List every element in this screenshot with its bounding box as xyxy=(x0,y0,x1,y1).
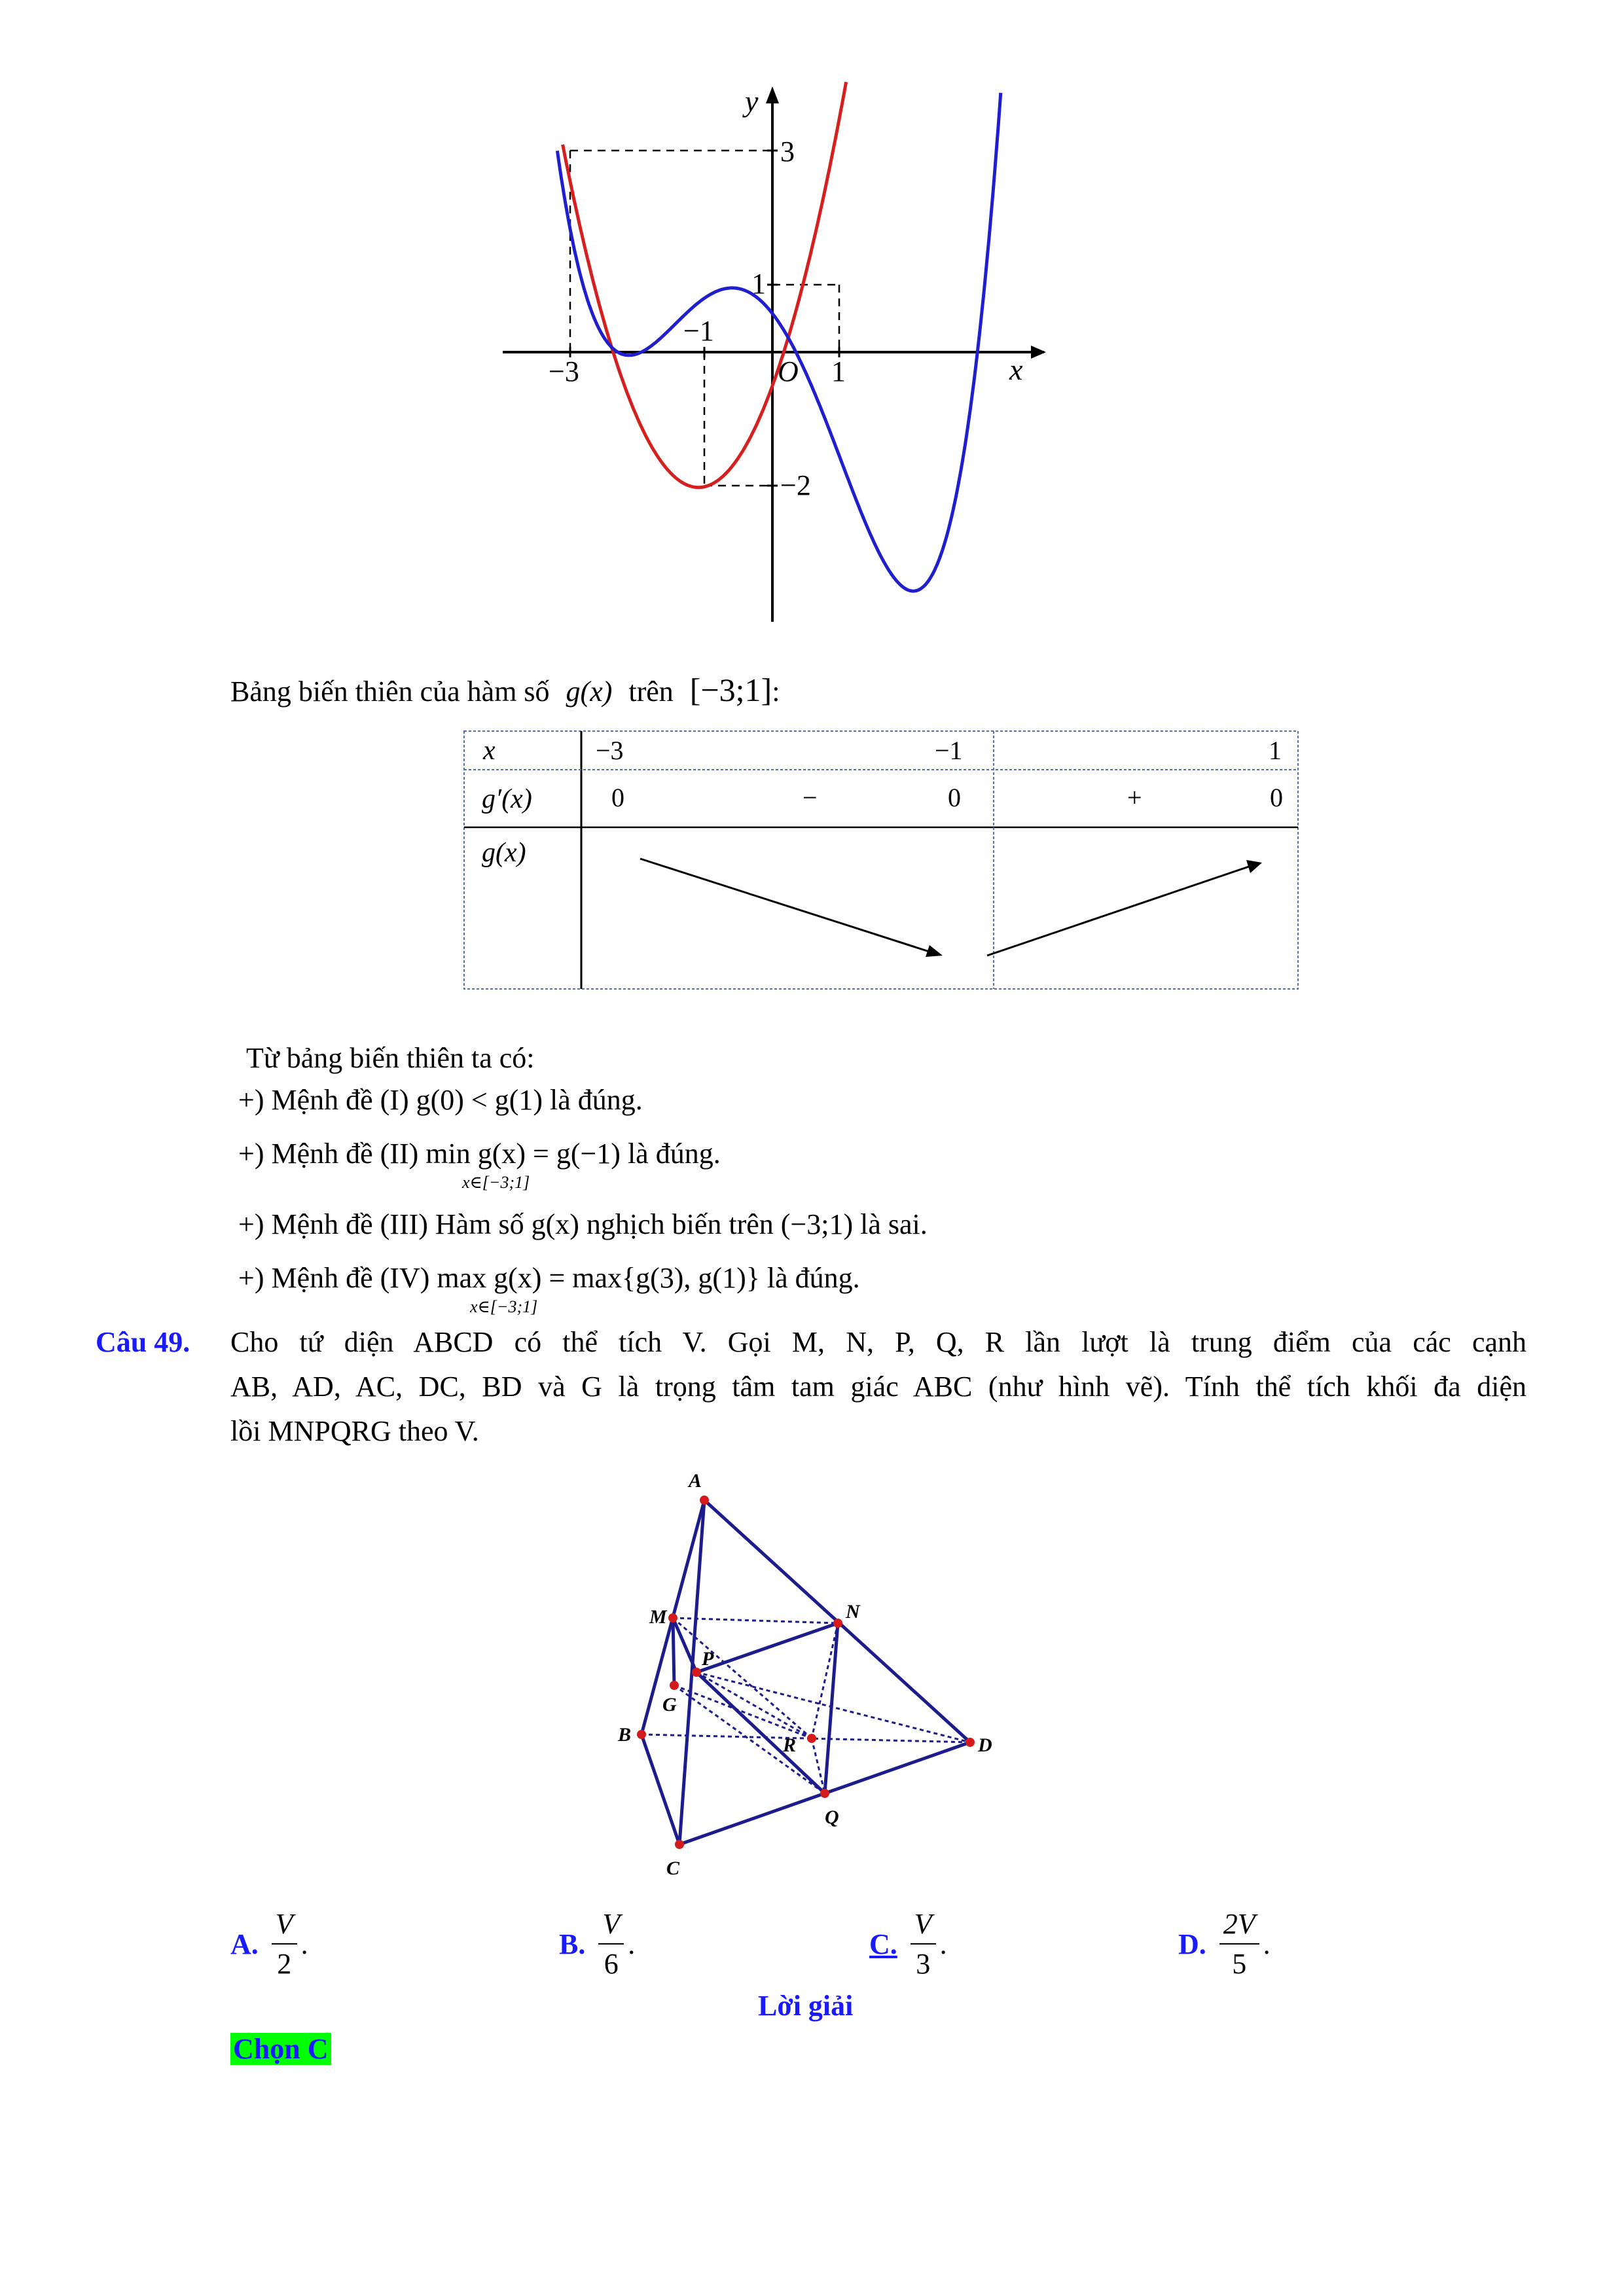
answer-a-fraction xyxy=(272,1907,297,1981)
x-axis-arrow-icon xyxy=(1031,346,1046,359)
conclusion-item-4: +) Mệnh đề (IV) max g(x) = max{g(3), g(1)} là đúng. xyxy=(238,1262,860,1294)
solution-title: Lời giải xyxy=(758,1990,854,2022)
answer-d-den: 5 xyxy=(1232,1948,1247,1980)
point-label-G: G xyxy=(662,1694,677,1715)
solid-edges xyxy=(641,1500,970,1844)
chosen-answer-badge: Chọn C xyxy=(230,2033,331,2065)
table-deriv-zero-1: 0 xyxy=(611,783,624,812)
table-deriv-label: g′(x) xyxy=(482,784,532,814)
table-title xyxy=(230,669,780,711)
answer-a-num: V xyxy=(272,1907,297,1945)
answer-c-num: V xyxy=(911,1907,936,1945)
answer-option-c[interactable] xyxy=(869,1898,947,1990)
table-deriv-minus: − xyxy=(803,783,818,812)
conclusion-item-4-subscript: x∈[−3;1] xyxy=(470,1297,538,1316)
increasing-arrow-icon xyxy=(987,865,1253,956)
answer-c-label: C. xyxy=(869,1928,897,1960)
table-x-value-neg3: −3 xyxy=(596,736,624,765)
answer-a-label: A. xyxy=(230,1928,259,1960)
answer-b-label: B. xyxy=(559,1928,586,1960)
answer-c-den: 3 xyxy=(916,1948,931,1980)
point-label-D: D xyxy=(978,1734,992,1756)
answer-b-tail: . xyxy=(628,1928,636,1960)
tetrahedron-figure xyxy=(589,1460,1087,1905)
y-tick-label-1: 1 xyxy=(751,268,766,300)
function-graph xyxy=(0,0,1624,655)
table-func-label: g(x) xyxy=(482,838,526,868)
point-label-Q: Q xyxy=(825,1806,839,1828)
x-tick-label-1: 1 xyxy=(831,355,846,387)
origin-label: O xyxy=(778,355,799,387)
answer-option-b[interactable] xyxy=(559,1898,635,1990)
y-axis-label: y xyxy=(745,84,759,118)
table-title-interval: [−3;1] xyxy=(689,672,772,708)
question-label: Câu 49. xyxy=(96,1326,190,1358)
answer-b-den: 6 xyxy=(604,1948,619,1980)
x-axis-label: x xyxy=(1009,353,1023,386)
question-line-3: lồi MNPQRG theo V. xyxy=(230,1415,479,1447)
y-tick-label-neg2: −2 xyxy=(780,469,811,501)
conclusions-intro: Từ bảng biến thiên ta có: xyxy=(246,1042,535,1074)
answer-option-d[interactable] xyxy=(1178,1898,1271,1990)
x-tick-label-neg3: −3 xyxy=(549,355,579,387)
table-deriv-zero-3: 0 xyxy=(1270,783,1283,812)
answer-d-tail: . xyxy=(1263,1928,1271,1960)
table-x-value-1: 1 xyxy=(1269,736,1282,765)
point-label-C: C xyxy=(666,1857,680,1879)
table-x-value-neg1: −1 xyxy=(935,736,963,765)
point-label-M: M xyxy=(649,1606,667,1628)
answer-c-tail: . xyxy=(939,1928,947,1960)
table-title-func: g(x) xyxy=(566,675,613,708)
answer-option-a[interactable] xyxy=(230,1898,308,1990)
answer-b-num: V xyxy=(598,1907,624,1945)
chosen-answer xyxy=(230,2030,331,2068)
answer-d-num: 2V xyxy=(1219,1907,1259,1945)
table-title-suffix: : xyxy=(772,675,780,708)
conclusion-item-2: +) Mệnh đề (II) min g(x) = g(−1) là đúng. xyxy=(238,1138,721,1170)
point-label-P: P xyxy=(702,1648,714,1670)
answer-c-fraction xyxy=(911,1907,936,1981)
answer-a-tail: . xyxy=(300,1928,308,1960)
answer-b-fraction xyxy=(598,1907,624,1981)
answer-a-den: 2 xyxy=(277,1948,292,1980)
point-label-R: R xyxy=(783,1734,797,1756)
table-title-prefix: Bảng biến thiên của hàm số xyxy=(230,675,550,708)
decreasing-arrow-icon xyxy=(640,859,933,953)
table-x-label: x xyxy=(483,736,496,766)
conclusion-item-1: +) Mệnh đề (I) g(0) < g(1) là đúng. xyxy=(238,1084,643,1116)
table-deriv-plus: + xyxy=(1127,783,1142,812)
table-title-mid: trên xyxy=(628,675,674,708)
decreasing-arrowhead-icon xyxy=(926,945,943,957)
question-line-1: Cho tứ diện ABCD có thể tích V. Gọi M, N, P, Q, R lần lượt là trung điểm của các cạnh xyxy=(230,1326,1526,1358)
x-tick-label-neg1: −1 xyxy=(683,315,714,347)
table-deriv-zero-2: 0 xyxy=(948,783,961,812)
y-tick-label-3: 3 xyxy=(780,135,795,168)
conclusion-item-2-subscript: x∈[−3;1] xyxy=(462,1173,530,1192)
point-label-B: B xyxy=(618,1724,632,1746)
variation-table xyxy=(463,730,1299,990)
question-line-2: AB, AD, AC, DC, BD và G là trọng tâm tam giác ABC (như hình vẽ). Tính thể tích khối đa diện xyxy=(230,1371,1526,1403)
blue-quartic-curve xyxy=(557,93,1000,591)
answer-d-label: D. xyxy=(1178,1928,1206,1960)
point-label-N: N xyxy=(846,1601,860,1623)
vertex-dots xyxy=(637,1496,975,1849)
y-axis-arrow-icon xyxy=(766,86,779,103)
conclusion-item-3: +) Mệnh đề (III) Hàm số g(x) nghịch biến trên (−3;1) là sai. xyxy=(238,1208,928,1240)
increasing-arrowhead-icon xyxy=(1246,860,1262,873)
point-label-A: A xyxy=(689,1470,702,1492)
answer-d-fraction xyxy=(1219,1907,1259,1981)
